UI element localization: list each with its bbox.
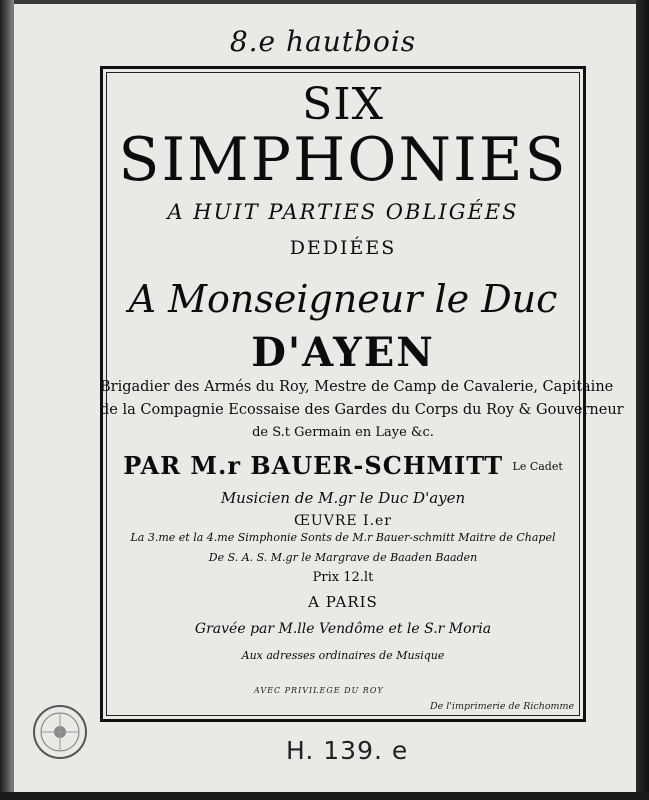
opus-number: ŒUVRE I.er [294, 513, 392, 529]
book-edge-bottom [0, 792, 649, 800]
engraver-line: Gravée par M.lle Vendôme et le S.r Moria [194, 621, 492, 637]
shelfmark: H. 139. e [286, 736, 409, 765]
publication-city: A PARIS [308, 593, 378, 611]
title-subtitle: A HUIT PARTIES OBLIGÉES [167, 200, 519, 224]
title-dediees: DEDIÉES [289, 237, 397, 259]
handwritten-part-note: 8.e hautbois [229, 25, 417, 58]
composer-name: PAR M.r BAUER-SCHMITT [123, 451, 504, 480]
title-six: SIX [302, 79, 384, 130]
addresses-line: Aux adresses ordinaires de Musique [241, 649, 445, 662]
description-line-3: de S.t Germain en Laye &c. [252, 425, 434, 440]
symphony-note-line-2: De S. A. S. M.gr le Margrave de Baaden Baaden [208, 551, 478, 564]
book-edge-right [636, 0, 649, 800]
composer-suffix: Le Cadet [512, 460, 563, 473]
title-simphonies: SIMPHONIES [118, 125, 568, 195]
composer-role: Musicien de M.gr le Duc D'ayen [220, 489, 466, 507]
dedicatee-line: A Monseigneur le Duc [128, 277, 558, 321]
symphony-note-line-1: La 3.me et la 4.me Simphonie Sonts de M.r Bauer-schmitt Maitre de Chapel [130, 531, 556, 544]
dedicatee-name: D'AYEN [251, 329, 435, 376]
description-line-2: de la Compagnie Ecossaise des Gardes du Corps du Roy & Gouverneur [100, 402, 624, 418]
description-line-1: Brigadier des Armés du Roy, Mestre de Camp de Cavalerie, Capitaine [100, 379, 614, 395]
composer-line [100, 451, 586, 482]
printer-line: De l'imprimerie de Richomme [430, 701, 575, 712]
royal-privilege: AVEC PRIVILEGE DU ROY [254, 686, 384, 695]
price: Prix 12.lt [312, 570, 374, 585]
library-stamp-icon [30, 702, 90, 762]
